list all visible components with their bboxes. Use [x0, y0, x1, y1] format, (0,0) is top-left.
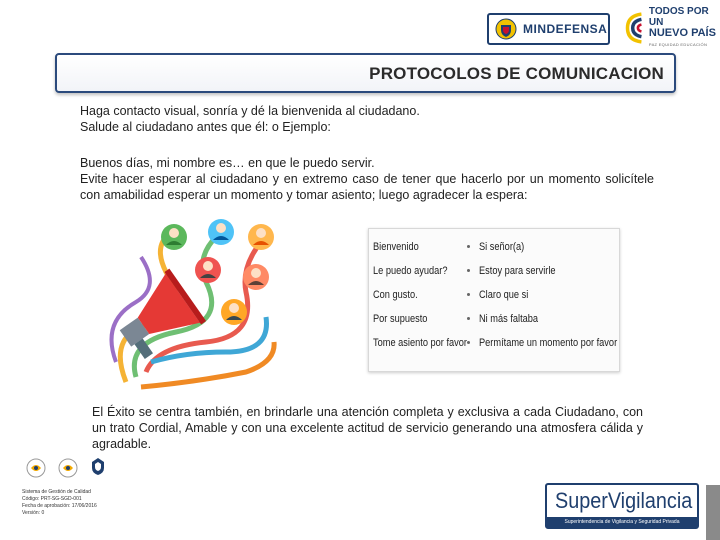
- tnp-line3: PAZ EQUIDAD EDUCACIÓN: [648, 42, 708, 47]
- mindefensa-logo: [487, 13, 610, 45]
- footer-meta-line-1: Sistema de Gestión de Calidad: [22, 489, 91, 495]
- document-control-info: [22, 489, 142, 517]
- phrases-right-column: [479, 235, 643, 355]
- page-title: PROTOCOLOS DE COMUNICACION: [369, 64, 664, 83]
- courtesy-phrases-table: [368, 228, 620, 372]
- coat-of-arms-icon: [495, 18, 517, 40]
- footer-meta-line-4: Versión: 0: [22, 510, 45, 516]
- bullet-icon: [467, 269, 470, 272]
- bullet-icon: [467, 245, 470, 248]
- phrase-right-4: Ni más faltaba: [479, 313, 539, 325]
- supervigilancia-subtitle: Superintendencia de Vigilancia y Seguridad Privada: [547, 517, 697, 527]
- phrase-right-3: Claro que si: [479, 289, 529, 301]
- phrase-right-1: Si señor(a): [479, 241, 525, 253]
- national-emblem-icon: [88, 456, 108, 476]
- phrase-left-1: Bienvenido: [373, 241, 419, 253]
- supervigilancia-logo: [545, 483, 699, 529]
- instruction-line-2: Salude al ciudadano antes que él: o Ejemplo:: [80, 120, 331, 134]
- phrase-left-4: Por supuesto: [373, 313, 428, 325]
- bullet-icon: [467, 293, 470, 296]
- mindefensa-label: MINDEFENSA: [523, 22, 608, 36]
- instruction-line-1: Haga contacto visual, sonría y dé la bienvenida al ciudadano.: [80, 104, 420, 118]
- phrase-left-3: Con gusto.: [373, 289, 418, 301]
- footer-meta-line-2: Código: PRT-SG-SGD-001: [22, 496, 82, 502]
- quality-certification-seal-icon: [58, 458, 78, 478]
- phrase-right-2: Estoy para servirle: [479, 265, 556, 277]
- waiting-paragraph: Evite hacer esperar al ciudadano y en extremo caso de tener que hacerlo por un momento solicítele con amabilidad esperar un momento y tomar asiento; luego agradecer la espera:: [80, 172, 654, 202]
- corner-accent: [706, 485, 720, 540]
- megaphone-people-illustration: [96, 212, 284, 390]
- phrase-left-5: Tome asiento por favor: [373, 337, 467, 349]
- bullet-icon: [467, 317, 470, 320]
- todos-por-un-nuevo-pais-logo: [624, 6, 716, 50]
- title-banner: [55, 53, 676, 93]
- bullet-icon: [467, 341, 470, 344]
- supervigilancia-name: SuperVigilancia: [555, 488, 693, 513]
- greeting-example: Buenos días, mi nombre es… en que le puedo servir.: [80, 156, 375, 170]
- phrase-right-5: Permítame un momento por favor: [479, 337, 618, 349]
- footer-meta-line-3: Fecha de aprobación: 17/06/2016: [22, 503, 97, 509]
- phrase-left-2: Le puedo ayudar?: [373, 265, 448, 277]
- iso-certification-seal-icon: [26, 458, 46, 478]
- tnp-line1: TODOS POR UN: [648, 6, 709, 28]
- tnp-line2: NUEVO PAÍS: [648, 27, 716, 39]
- closing-paragraph: El Éxito se centra también, en brindarle una atención completa y exclusiva a cada Ciudadano, con un trato Cordial, Amable y con una excelente actitud de servicio generando una atmosfera cálida y agradable.: [92, 405, 643, 451]
- tnp-mark-icon: [624, 8, 645, 48]
